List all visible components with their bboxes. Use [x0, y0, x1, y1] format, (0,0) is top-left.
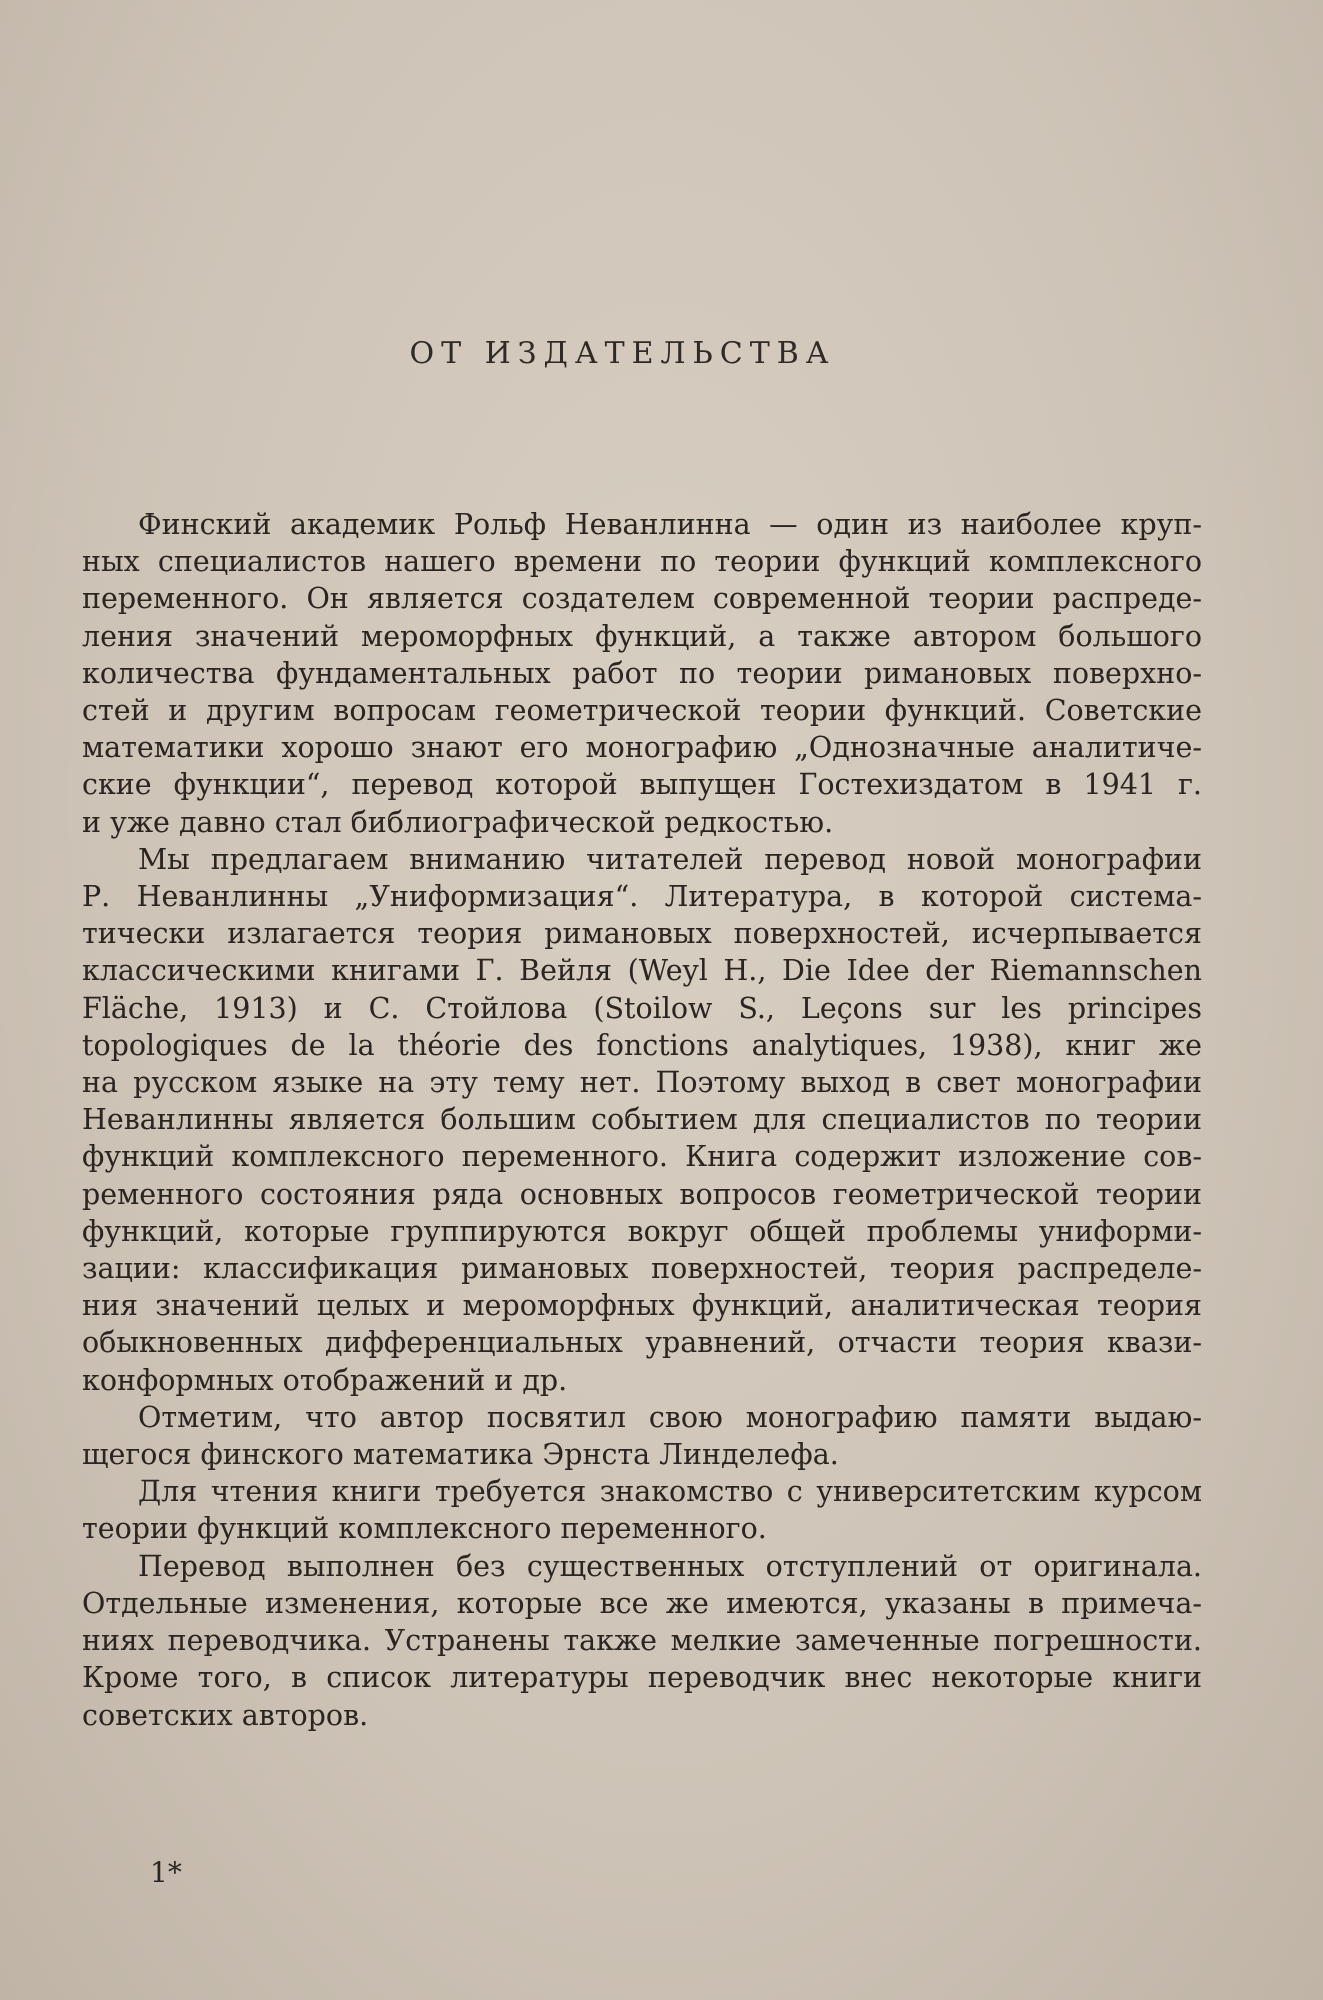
text-line: тически излагается теория римановых поверхностей, исчерпывается [82, 917, 1202, 951]
text-line: обыкновенных дифференциальных уравнений, отчасти теория квази- [82, 1326, 1202, 1360]
text-line: ления значений мероморфных функций, а также автором большого [82, 619, 1202, 653]
text-line: количества фундаментальных работ по теории римановых поверхно- [82, 656, 1202, 690]
text-line: ниях переводчика. Устранены также мелкие замеченные погрешности. [82, 1624, 1202, 1658]
text-line: зации: классификация римановых поверхностей, теория распределе- [82, 1252, 1202, 1286]
text-line: переменного. Он является создателем современной теории распреде- [82, 582, 1202, 616]
body-text [82, 506, 1202, 1734]
text-line: советских авторов. [82, 1698, 369, 1732]
text-line: topologiques de la théorie des fonctions analytiques, 1938), книг же [82, 1028, 1202, 1062]
text-line: конформных отображений и др. [82, 1363, 568, 1397]
text-line: Кроме того, в список литературы переводчик внес некоторые книги [82, 1661, 1202, 1695]
text-line: Перевод выполнен без существенных отступлений от оригинала. [138, 1549, 1202, 1583]
text-line: на русском языке на эту тему нет. Поэтому выход в свет монографии [82, 1066, 1202, 1100]
text-line: стей и другим вопросам геометрической теории функций. Советские [82, 694, 1202, 728]
text-line: теории функций комплексного переменного. [82, 1512, 767, 1546]
text-line: Финский академик Рольф Неванлинна — один из наиболее круп- [138, 508, 1202, 541]
text-line: Р. Неванлинны „Униформизация“. Литература, в которой система- [82, 880, 1202, 914]
text-line: Fläche, 1913) и С. Стойлова (Stoilow S., Leçons sur les principes [82, 991, 1202, 1025]
text-line: и уже давно стал библиографической редкостью. [82, 805, 834, 839]
text-line: щегося финского математика Эрнста Линделефа. [82, 1438, 839, 1472]
text-line: Для чтения книги требуется знакомство с университетским курсом [138, 1475, 1202, 1509]
page-heading: ОТ ИЗДАТЕЛЬСТВА [409, 336, 836, 371]
text-line: ременного состояния ряда основных вопросов геометрической теории [82, 1177, 1202, 1211]
text-line: функций комплексного переменного. Книга содержит изложение сов- [82, 1140, 1202, 1174]
text-line: Отдельные изменения, которые все же имеются, указаны в примеча- [82, 1586, 1202, 1620]
text-line: Мы предлагаем вниманию читателей перевод новой монографии [138, 842, 1202, 876]
signature-mark: 1* [150, 1856, 182, 1889]
text-line: классическими книгами Г. Вейля (Weyl H., Die Idee der Riemannschen [82, 954, 1202, 988]
text-line: Отметим, что автор посвятил свою монографию памяти выдаю- [138, 1400, 1202, 1434]
text-line: ния значений целых и мероморфных функций, аналитическая теория [82, 1289, 1202, 1323]
text-line: математики хорошо знают его монографию „Однозначные аналитиче- [82, 731, 1202, 765]
text-line: ские функции“, перевод которой выпущен Гостехиздатом в 1941 г. [82, 768, 1202, 802]
text-line: функций, которые группируются вокруг общей проблемы униформи- [82, 1214, 1202, 1248]
text-line: Неванлинны является большим событием для специалистов по теории [82, 1103, 1202, 1137]
text-line: ных специалистов нашего времени по теории функций комплексного [82, 545, 1202, 579]
